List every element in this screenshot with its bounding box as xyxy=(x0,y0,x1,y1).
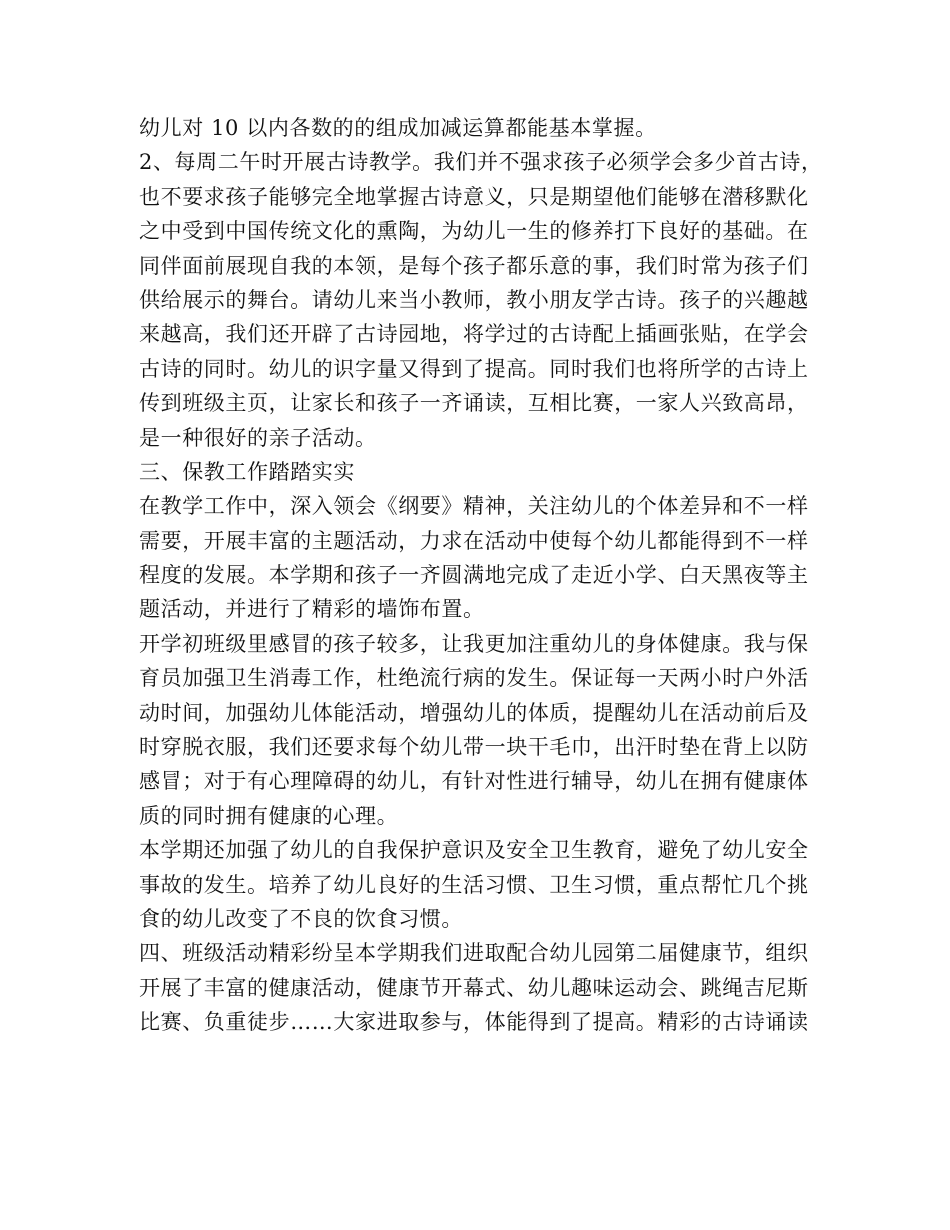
text-line: 质的同时拥有健康的心理。 xyxy=(139,803,399,828)
text-line: 也不要求孩子能够完全地掌握古诗意义，只是期望他们能够在潜移默化 xyxy=(139,184,809,209)
text-line: 事故的发生。培养了幼儿良好的生活习惯、卫生习惯，重点帮忙几个挑 xyxy=(139,872,809,897)
text-line: 古诗的同时。幼儿的识字量又得到了提高。同时我们也将所学的古诗上 xyxy=(139,356,809,381)
text-line: 开学初班级里感冒的孩子较多，让我更加注重幼儿的身体健康。我与保 xyxy=(139,631,809,656)
text-line: 比赛、负重徒步……大家进取参与，体能得到了提高。精彩的古诗诵读 xyxy=(139,1010,809,1035)
text-line: 时穿脱衣服，我们还要求每个幼儿带一块干毛巾，出汗时垫在背上以防 xyxy=(139,735,809,760)
text-line: 育员加强卫生消毒工作，杜绝流行病的发生。保证每一天两小时户外活 xyxy=(139,666,809,691)
text-line: 食的幼儿改变了不良的饮食习惯。 xyxy=(139,906,463,931)
text-line: 开展了丰富的健康活动，健康节开幕式、幼儿趣味运动会、跳绳吉尼斯 xyxy=(139,975,809,1000)
text-line: 幼儿对 10 以内各数的的组成加减运算都能基本掌握。 xyxy=(139,116,657,140)
document-body xyxy=(139,111,829,1040)
text-line: 本学期还加强了幼儿的自我保护意识及安全卫生教育，避免了幼儿安全 xyxy=(139,838,809,863)
text-line: 同伴面前展现自我的本领，是每个孩子都乐意的事，我们时常为孩子们 xyxy=(139,253,809,278)
text-line: 程度的发展。本学期和孩子一齐圆满地完成了走近小学、白天黑夜等主 xyxy=(139,563,809,588)
text-line: 2、每周二午时开展古诗教学。我们并不强求孩子必须学会多少首古诗， xyxy=(139,150,823,175)
text-line: 动时间，加强幼儿体能活动，增强幼儿的体质，提醒幼儿在活动前后及 xyxy=(139,700,809,725)
section-heading: 三、保教工作踏踏实实 xyxy=(139,459,355,484)
text-line: 供给展示的舞台。请幼儿来当小教师，教小朋友学古诗。孩子的兴趣越 xyxy=(139,287,809,312)
text-line: 之中受到中国传统文化的熏陶，为幼儿一生的修养打下良好的基础。在 xyxy=(139,219,809,244)
section-heading: 四、班级活动精彩纷呈本学期我们进取配合幼儿园第二届健康节，组织 xyxy=(139,941,809,966)
text-line: 需要，开展丰富的主题活动，力求在活动中使每个幼儿都能得到不一样 xyxy=(139,528,809,553)
text-line: 在教学工作中，深入领会《纲要》精神，关注幼儿的个体差异和不一样 xyxy=(139,494,809,519)
text-line: 是一种很好的亲子活动。 xyxy=(139,425,377,450)
text-line: 题活动，并进行了精彩的墙饰布置。 xyxy=(139,597,485,622)
text-line: 感冒；对于有心理障碍的幼儿，有针对性进行辅导，幼儿在拥有健康体 xyxy=(139,769,809,794)
text-line: 来越高，我们还开辟了古诗园地，将学过的古诗配上插画张贴，在学会 xyxy=(139,322,809,347)
text-line: 传到班级主页，让家长和孩子一齐诵读，互相比赛，一家人兴致高昂， xyxy=(139,391,809,416)
